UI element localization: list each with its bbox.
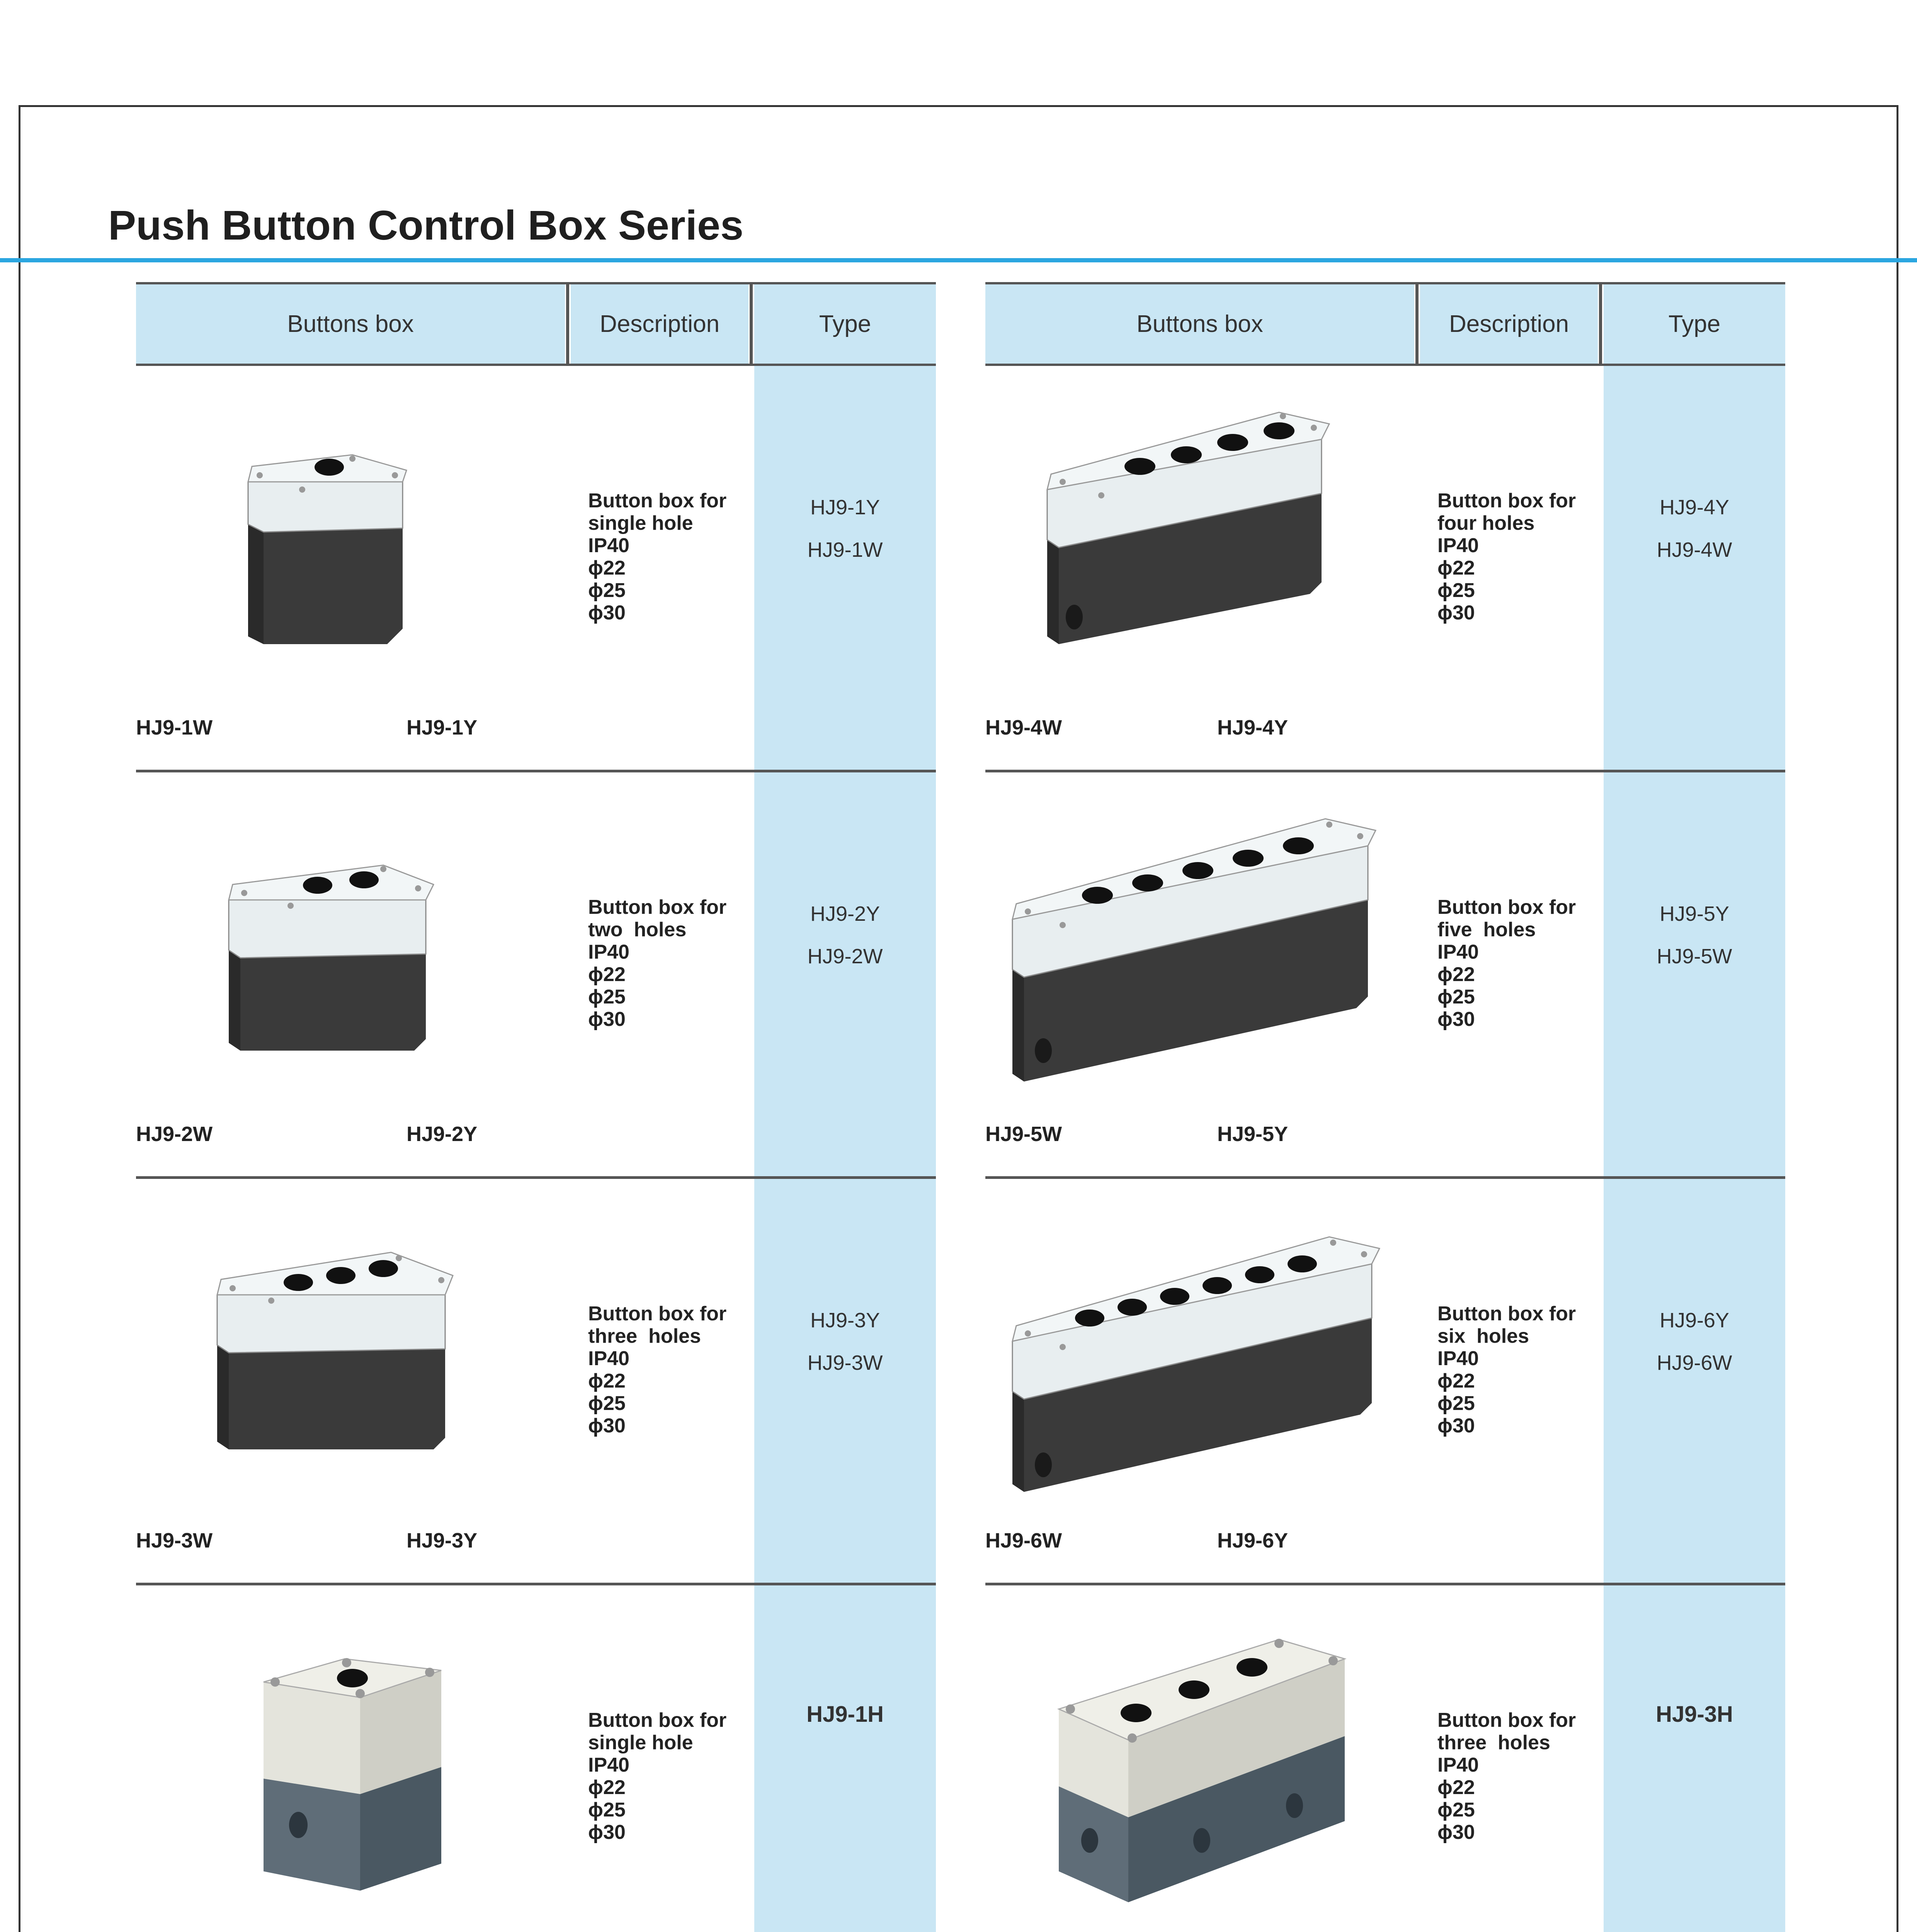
desc-line: Button box for: [588, 1303, 727, 1325]
desc-line: five holes: [1437, 918, 1536, 941]
type-list: [754, 1308, 936, 1393]
desc-line: ɸ30: [588, 602, 626, 624]
column-separator: [1415, 284, 1419, 364]
type-code: HJ9-1H: [806, 1702, 884, 1727]
desc-line: Button box for: [588, 896, 727, 918]
type-code: HJ9-1Y: [810, 496, 880, 519]
description-block: [588, 896, 726, 1031]
desc-line: ɸ22: [588, 963, 626, 986]
model-codes: [136, 1529, 477, 1553]
model-code: HJ9-1W: [136, 716, 213, 739]
header-description: Description: [1420, 284, 1598, 364]
left-table: [136, 282, 936, 1932]
product-image-hj9-5: [985, 772, 1414, 1143]
desc-line: IP40: [588, 941, 629, 963]
model-codes: [985, 1529, 1288, 1553]
desc-line: ɸ30: [588, 1821, 626, 1844]
column-separator: [566, 284, 569, 364]
model-code: HJ9-4Y: [1217, 716, 1288, 739]
desc-line: ɸ25: [1437, 986, 1475, 1008]
model-code: HJ9-3W: [136, 1529, 213, 1552]
desc-line: ɸ25: [1437, 1392, 1475, 1415]
desc-line: ɸ25: [1437, 579, 1475, 602]
type-code: HJ9-3H: [1656, 1702, 1733, 1727]
column-separator: [1599, 284, 1602, 364]
description-block: [588, 1709, 726, 1844]
desc-line: ɸ30: [588, 1415, 626, 1437]
desc-line: IP40: [1437, 1754, 1479, 1776]
table-header: [136, 282, 936, 366]
table-header: [985, 282, 1785, 366]
product-image-hj9-4: [985, 366, 1414, 737]
product-image-hj9-1h: [136, 1585, 565, 1932]
model-codes: [136, 1122, 477, 1146]
desc-line: ɸ30: [1437, 602, 1475, 624]
desc-line: single hole: [588, 512, 693, 534]
desc-line: IP40: [1437, 534, 1479, 557]
desc-line: ɸ22: [588, 557, 626, 579]
desc-line: IP40: [588, 1347, 629, 1370]
type-code: HJ9-5Y: [1659, 902, 1730, 925]
type-list: [754, 495, 936, 580]
desc-line: IP40: [588, 1754, 629, 1776]
type-code: HJ9-5W: [1657, 945, 1732, 968]
desc-line: IP40: [588, 534, 629, 557]
header-type: Type: [1604, 284, 1785, 364]
header-buttons-box: Buttons box: [136, 284, 565, 364]
desc-line: IP40: [1437, 941, 1479, 963]
type-list: [754, 1701, 936, 1746]
desc-line: three holes: [1437, 1731, 1550, 1754]
table-row: [136, 772, 936, 1179]
table-row: [985, 366, 1785, 772]
desc-line: ɸ25: [588, 579, 626, 602]
desc-line: ɸ22: [588, 1370, 626, 1392]
type-list: [1604, 1701, 1785, 1746]
desc-line: ɸ30: [1437, 1415, 1475, 1437]
type-code: HJ9-4Y: [1659, 496, 1730, 519]
type-code: HJ9-2W: [807, 945, 883, 968]
description-block: [588, 490, 726, 624]
product-image-hj9-3: [136, 1179, 565, 1550]
table-row: [985, 1585, 1785, 1932]
desc-line: ɸ30: [588, 1008, 626, 1031]
column-separator: [750, 284, 753, 364]
type-list: [1604, 902, 1785, 987]
model-code: HJ9-2Y: [407, 1122, 478, 1146]
table-row: [136, 366, 936, 772]
table-row: [985, 1179, 1785, 1585]
desc-line: ɸ30: [1437, 1821, 1475, 1844]
desc-line: two holes: [588, 918, 687, 941]
header-description: Description: [571, 284, 748, 364]
description-block: [1437, 896, 1576, 1031]
desc-line: ɸ25: [588, 986, 626, 1008]
desc-line: ɸ25: [588, 1799, 626, 1821]
desc-line: Button box for: [1437, 1303, 1576, 1325]
table-row: [136, 1585, 936, 1932]
type-list: [1604, 495, 1785, 580]
desc-line: Button box for: [588, 1709, 727, 1731]
model-code: HJ9-6Y: [1217, 1529, 1288, 1552]
model-code: HJ9-6W: [985, 1529, 1062, 1552]
desc-line: Button box for: [1437, 896, 1576, 918]
desc-line: ɸ25: [1437, 1799, 1475, 1821]
desc-line: ɸ22: [588, 1776, 626, 1799]
model-code: HJ9-1Y: [407, 716, 478, 739]
desc-line: ɸ22: [1437, 963, 1475, 986]
desc-line: six holes: [1437, 1325, 1529, 1347]
header-type: Type: [754, 284, 936, 364]
type-code: HJ9-1W: [807, 538, 883, 561]
description-block: [588, 1303, 726, 1437]
type-list: [754, 902, 936, 987]
type-code: HJ9-2Y: [810, 902, 880, 925]
header-buttons-box: Buttons box: [985, 284, 1414, 364]
model-codes: [136, 716, 477, 740]
desc-line: ɸ22: [1437, 1776, 1475, 1799]
type-code: HJ9-3Y: [810, 1309, 880, 1332]
model-code: HJ9-5W: [985, 1122, 1062, 1146]
product-image-hj9-3h: [985, 1585, 1414, 1932]
product-image-hj9-1: [136, 366, 565, 737]
desc-line: four holes: [1437, 512, 1535, 534]
description-block: [1437, 1709, 1576, 1844]
desc-line: ɸ22: [1437, 1370, 1475, 1392]
type-code: HJ9-4W: [1657, 538, 1732, 561]
model-codes: [985, 1122, 1288, 1146]
desc-line: three holes: [588, 1325, 701, 1347]
table-row: [985, 772, 1785, 1179]
description-block: [1437, 490, 1576, 624]
title-rule: [0, 258, 1917, 262]
type-list: [1604, 1308, 1785, 1393]
desc-line: Button box for: [1437, 490, 1576, 512]
model-code: HJ9-2W: [136, 1122, 213, 1146]
desc-line: single hole: [588, 1731, 693, 1754]
desc-line: Button box for: [588, 490, 727, 512]
model-code: HJ9-3Y: [407, 1529, 478, 1552]
product-image-hj9-6: [985, 1179, 1414, 1550]
product-image-hj9-2: [136, 772, 565, 1143]
page-title: Push Button Control Box Series: [108, 202, 744, 248]
desc-line: ɸ25: [588, 1392, 626, 1415]
desc-line: IP40: [1437, 1347, 1479, 1370]
desc-line: ɸ22: [1437, 557, 1475, 579]
model-code: HJ9-4W: [985, 716, 1062, 739]
desc-line: Button box for: [1437, 1709, 1576, 1731]
type-code: HJ9-6W: [1657, 1351, 1732, 1374]
model-codes: [985, 716, 1288, 740]
model-code: HJ9-5Y: [1217, 1122, 1288, 1146]
right-table: [985, 282, 1785, 1932]
type-code: HJ9-6Y: [1659, 1309, 1730, 1332]
desc-line: ɸ30: [1437, 1008, 1475, 1031]
table-row: [136, 1179, 936, 1585]
type-code: HJ9-3W: [807, 1351, 883, 1374]
description-block: [1437, 1303, 1576, 1437]
